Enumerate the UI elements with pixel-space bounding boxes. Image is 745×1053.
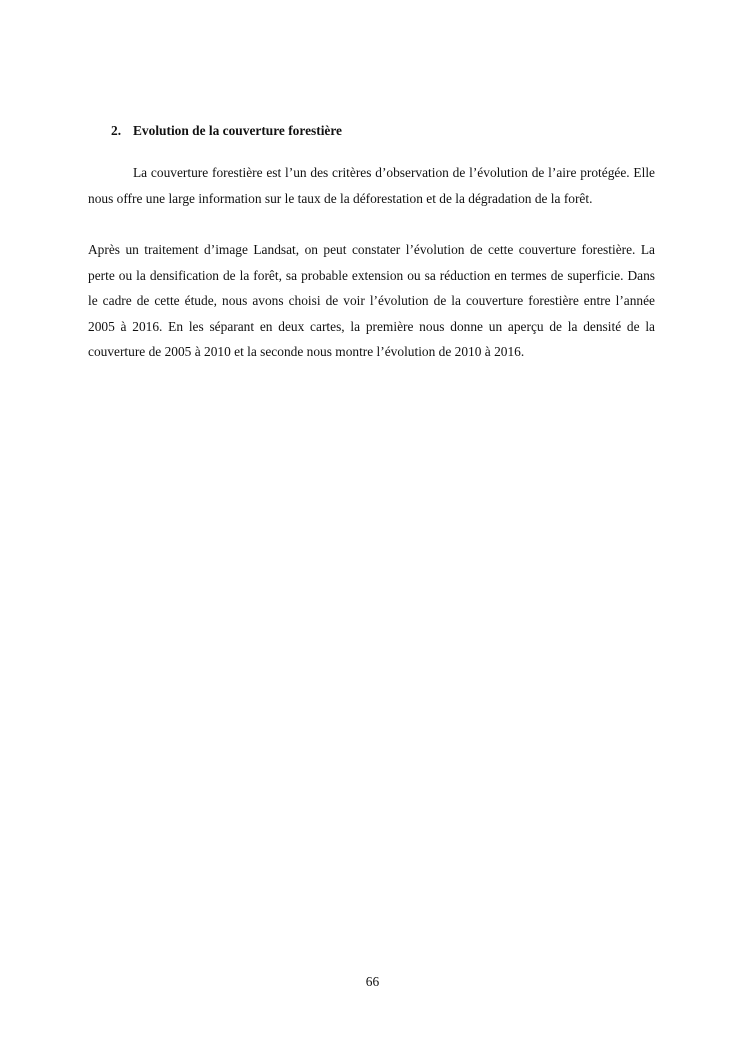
section-number: 2. — [111, 123, 122, 138]
section-heading — [111, 122, 342, 140]
section-title: Evolution de la couverture forestière — [133, 123, 343, 138]
paragraph-intro: La couverture forestière est l’un des critères d’observation de l’évolution de l’aire protégée. Elle nous offre une large information sur le taux de la déforestation et de la dégradation de la forêt. — [88, 165, 655, 206]
page-number: 66 — [365, 974, 380, 989]
paragraph-landsat: Après un traitement d’image Landsat, on peut constater l’évolution de cette couverture forestière. La perte ou la densification de la forêt, sa probable extension ou sa réduction en termes de superficie. Dans le cadre de cette étude, nous avons choisi de voir l’évolution de la couverture forestière entre l’année 2005 à 2016. En les séparant en deux cartes, la première nous donne un aperçu de la densité de la couverture de 2005 à 2010 et la seconde nous montre l’évolution de 2010 à 2016. — [88, 242, 655, 360]
